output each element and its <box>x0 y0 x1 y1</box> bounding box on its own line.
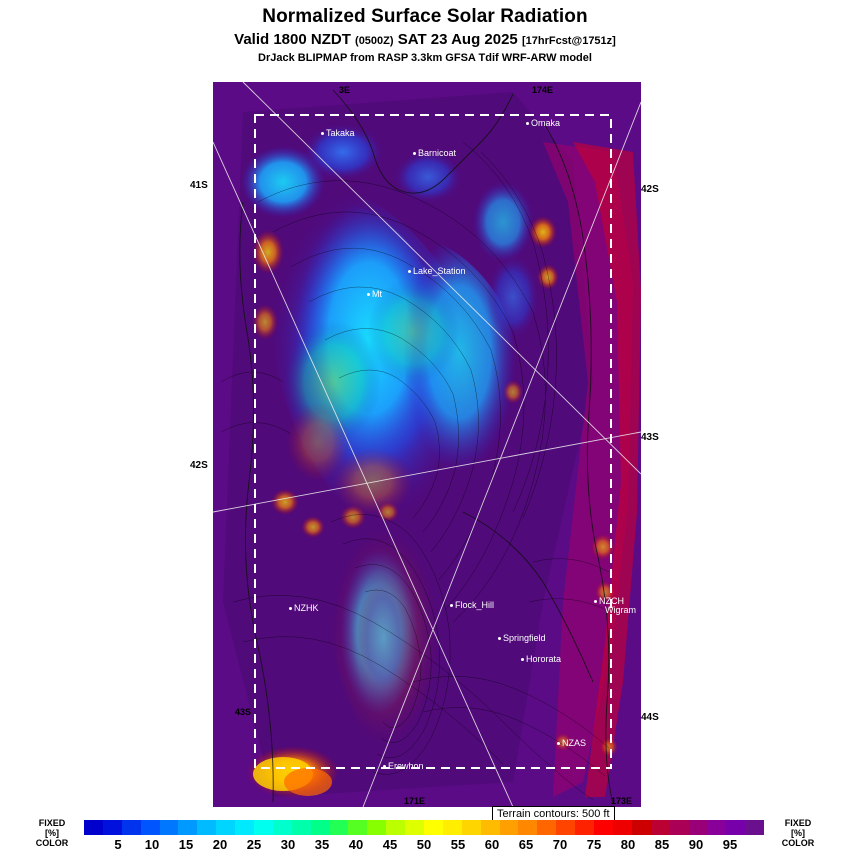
legend-color-swatch <box>84 820 103 835</box>
city-marker-takaka <box>321 128 355 138</box>
legend-tick: 55 <box>450 837 466 852</box>
lat-label-43s-right: 43S <box>641 432 659 443</box>
legend-color-swatch <box>689 820 708 835</box>
legend-tick-labels <box>84 837 764 857</box>
city-label: NZHK <box>294 603 319 613</box>
valid-date: SAT 23 Aug 2025 <box>397 31 518 48</box>
legend-tick: 80 <box>620 837 636 852</box>
page-title: Normalized Surface Solar Radiation <box>262 6 588 27</box>
city-label: Hororata <box>526 654 562 664</box>
city-label: Flock_Hill <box>455 600 495 610</box>
city-marker-nzhk <box>289 603 319 613</box>
legend-tick: 65 <box>518 837 534 852</box>
legend-color-swatch <box>273 820 292 835</box>
city-dot-icon <box>521 658 524 661</box>
lon-label-171e-bottom: 171E <box>404 796 426 806</box>
legend-tick: 10 <box>144 837 160 852</box>
legend-left-line1: FIXED <box>38 818 66 828</box>
city-dot-icon <box>413 152 416 155</box>
city-label: Wigram <box>605 605 636 615</box>
legend-color-swatch <box>424 820 443 835</box>
solar-radiation-raster <box>213 82 641 807</box>
city-dot-icon <box>367 293 370 296</box>
city-dot-icon <box>289 607 292 610</box>
city-dot-icon <box>408 270 411 273</box>
lon-label-173e-top: 3E <box>339 85 351 95</box>
valid-time-line <box>0 31 850 48</box>
legend-left-line2: [%] <box>45 828 59 838</box>
city-label: Takaka <box>326 128 355 138</box>
city-marker-barnicoat <box>413 148 456 158</box>
city-label: Omaka <box>531 118 561 128</box>
legend-color-swatch <box>386 820 405 835</box>
legend-color-swatch <box>594 820 613 835</box>
city-dot-icon <box>450 604 453 607</box>
city-marker-nzas <box>557 738 586 748</box>
legend-color-swatch <box>197 820 216 835</box>
legend-color-swatch <box>122 820 141 835</box>
color-scale-legend <box>0 818 850 860</box>
lat-label-42s-left: 42S <box>190 460 208 471</box>
forecast-tag: [17hrFcst@1751z] <box>521 35 616 47</box>
legend-tick: 90 <box>688 837 704 852</box>
city-dot-icon <box>594 600 597 603</box>
legend-color-swatch <box>292 820 311 835</box>
legend-color-bar <box>84 820 764 835</box>
city-marker-wigram <box>605 605 636 615</box>
legend-tick: 20 <box>212 837 228 852</box>
legend-tick: 15 <box>178 837 194 852</box>
legend-color-swatch <box>405 820 424 835</box>
legend-tick: 45 <box>382 837 398 852</box>
legend-tick: 70 <box>552 837 568 852</box>
city-label: NZAS <box>562 738 587 748</box>
legend-color-swatch <box>632 820 651 835</box>
legend-color-swatch <box>745 820 764 835</box>
lat-label-42s-right: 42S <box>641 184 659 195</box>
legend-tick: 85 <box>654 837 670 852</box>
legend-tick: 30 <box>280 837 296 852</box>
legend-tick: 75 <box>586 837 602 852</box>
city-marker-flock-hill <box>450 600 494 610</box>
legend-right-caption <box>768 818 828 848</box>
legend-tick: 60 <box>484 837 500 852</box>
city-label: Lake_Station <box>413 266 466 276</box>
legend-color-swatch <box>216 820 235 835</box>
legend-color-swatch <box>518 820 537 835</box>
header <box>0 0 850 64</box>
legend-right-line3: COLOR <box>781 838 815 848</box>
legend-color-swatch <box>103 820 122 835</box>
city-label: NZCH <box>599 596 624 606</box>
legend-color-swatch <box>443 820 462 835</box>
legend-color-swatch <box>575 820 594 835</box>
lon-label-174e-top: 174E <box>532 85 554 95</box>
legend-color-swatch <box>537 820 556 835</box>
legend-color-swatch <box>500 820 519 835</box>
legend-color-swatch <box>254 820 273 835</box>
city-dot-icon <box>498 637 501 640</box>
legend-color-swatch <box>462 820 481 835</box>
city-marker-omaka <box>526 118 560 128</box>
legend-color-swatch <box>330 820 349 835</box>
city-label: Barnicoat <box>418 148 457 158</box>
legend-color-swatch <box>367 820 386 835</box>
city-dot-icon <box>526 122 529 125</box>
legend-color-swatch <box>556 820 575 835</box>
legend-color-swatch <box>670 820 689 835</box>
valid-time: Valid 1800 NZDT <box>234 31 351 48</box>
city-label: Mt <box>372 289 382 299</box>
legend-right-line1: FIXED <box>784 818 812 828</box>
legend-left-caption <box>22 818 82 848</box>
legend-color-swatch <box>613 820 632 835</box>
legend-color-swatch <box>726 820 745 835</box>
map-panel[interactable] <box>213 82 641 807</box>
legend-left-line3: COLOR <box>35 838 69 848</box>
city-marker-springfield <box>498 633 546 643</box>
lat-label-44s-right: 44S <box>641 712 659 723</box>
legend-right-line2: [%] <box>791 828 805 838</box>
model-source: DrJack BLIPMAP from RASP 3.3km GFSA Tdif WRF-ARW model <box>258 52 592 64</box>
city-label: Erewhon <box>388 761 424 771</box>
city-label: Springfield <box>503 633 546 643</box>
legend-color-swatch <box>348 820 367 835</box>
city-marker-hororata <box>521 654 561 664</box>
lon-label-173e-bottom: 173E <box>611 796 633 806</box>
legend-tick: 40 <box>348 837 364 852</box>
lat-label-43s-inner: 43S <box>235 707 252 717</box>
terrain-contour-note: Terrain contours: 500 ft <box>492 806 615 823</box>
legend-color-swatch <box>235 820 254 835</box>
city-marker-erewhon <box>383 761 424 771</box>
valid-time-utc: (0500Z) <box>355 35 394 47</box>
legend-tick: 50 <box>416 837 432 852</box>
legend-tick: 35 <box>314 837 330 852</box>
legend-tick: 5 <box>114 837 122 852</box>
lat-label-41s: 41S <box>190 180 208 191</box>
city-dot-icon <box>321 132 324 135</box>
city-marker-lake-station <box>408 266 466 276</box>
legend-tick: 25 <box>246 837 262 852</box>
city-dot-icon <box>557 742 560 745</box>
legend-color-swatch <box>141 820 160 835</box>
legend-color-swatch <box>178 820 197 835</box>
city-marker-mt <box>367 289 382 299</box>
legend-color-swatch <box>707 820 726 835</box>
legend-color-swatch <box>160 820 179 835</box>
legend-color-swatch <box>651 820 670 835</box>
legend-color-swatch <box>311 820 330 835</box>
city-dot-icon <box>383 765 386 768</box>
legend-tick: 95 <box>722 837 738 852</box>
legend-color-swatch <box>481 820 500 835</box>
